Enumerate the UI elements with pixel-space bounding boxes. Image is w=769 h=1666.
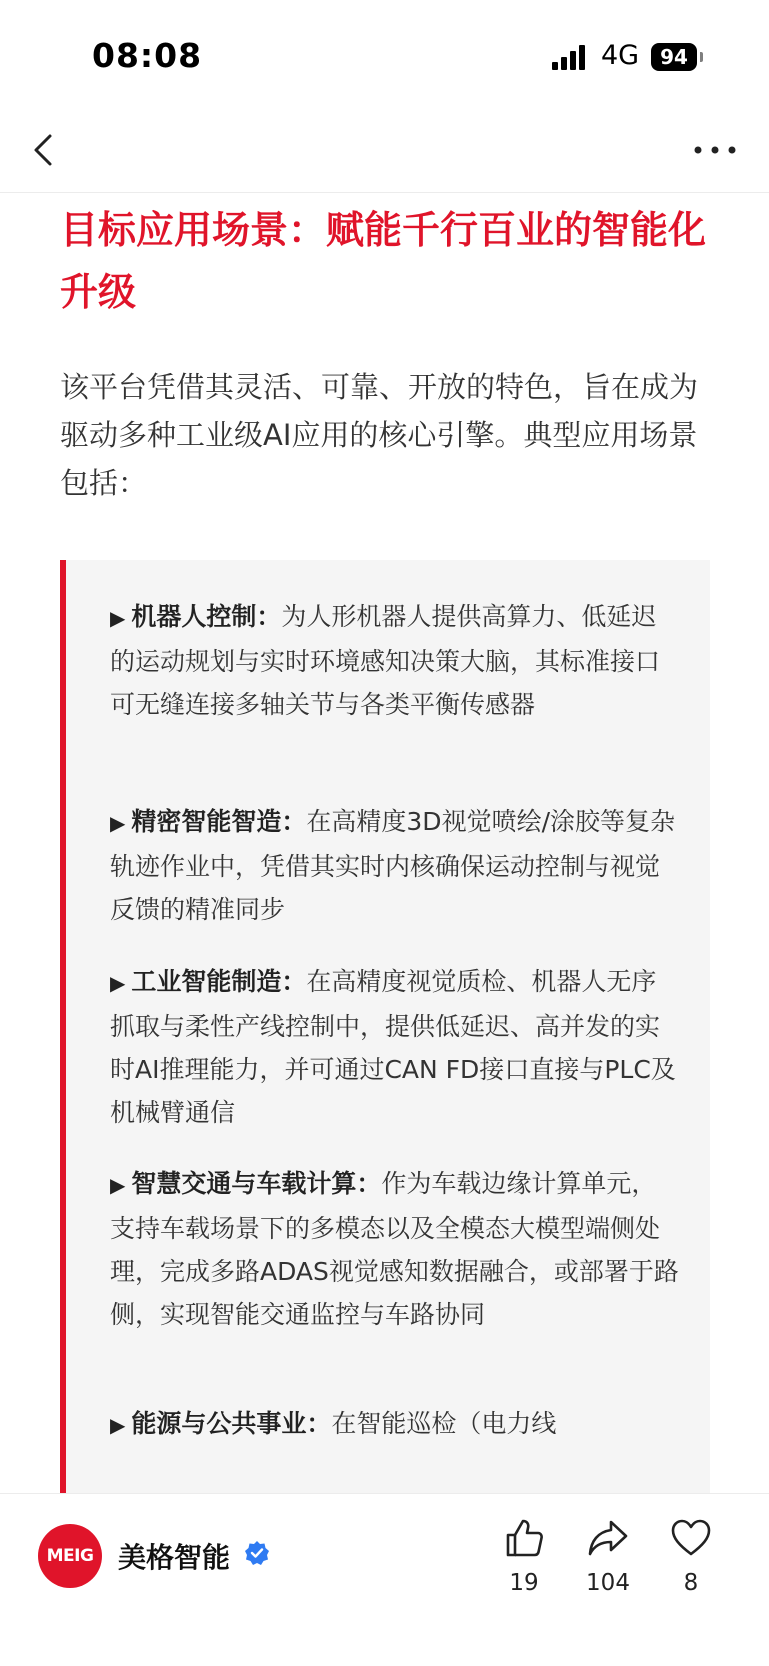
play-arrow-icon: ▶ xyxy=(110,606,126,630)
play-arrow-icon: ▶ xyxy=(110,971,126,995)
scenario-item-precision xyxy=(110,800,680,931)
scenario-body: 在智能巡检（电力线 xyxy=(331,1409,557,1438)
scenario-item-robot xyxy=(110,595,680,726)
like-button[interactable] xyxy=(494,1516,554,1596)
scenario-body: 作为车载边缘计算单元，支持车载场景下的多模态以及全模态大模型端侧处理，完成多路ADAS视觉感知数据融合，或部署于路侧，实现智能交通监控与车路协同 xyxy=(110,1169,679,1329)
author-avatar[interactable]: MEIG xyxy=(38,1524,102,1588)
scenario-title: 工业智能制造： xyxy=(131,967,307,996)
scenario-title: 能源与公共事业： xyxy=(131,1409,332,1438)
scenario-item-industrial xyxy=(110,960,680,1134)
favorite-count: 8 xyxy=(683,1570,699,1596)
scenario-item-energy xyxy=(110,1402,680,1447)
scenario-title: 智慧交通与车载计算： xyxy=(131,1169,382,1198)
nav-bar xyxy=(0,110,769,193)
signal-icon xyxy=(552,44,592,70)
status-time: 08:08 xyxy=(92,36,203,75)
scenario-body: 为人形机器人提供高算力、低延迟的运动规划与实时环境感知决策大脑，其标准接口可无缝连接多轴关节与各类平衡传感器 xyxy=(110,602,661,719)
play-arrow-icon: ▶ xyxy=(110,811,126,835)
intro-paragraph: 该平台凭借其灵活、可靠、开放的特色，旨在成为驱动多种工业级AI应用的核心引擎。典型应用场景包括： xyxy=(60,370,699,500)
scenario-item-traffic xyxy=(110,1162,680,1336)
share-button[interactable] xyxy=(578,1516,638,1596)
verified-badge-icon xyxy=(244,1540,270,1566)
share-count: 104 xyxy=(586,1570,630,1596)
back-button[interactable] xyxy=(26,130,66,170)
like-count: 19 xyxy=(509,1570,539,1596)
more-dots-icon xyxy=(690,130,740,170)
network-type: 4G xyxy=(601,40,640,71)
play-arrow-icon: ▶ xyxy=(110,1173,126,1197)
thumbs-up-icon xyxy=(502,1516,546,1560)
author-name[interactable]: 美格智能 xyxy=(118,1541,231,1574)
battery-tip xyxy=(700,52,703,62)
scenario-title: 精密智能智造： xyxy=(131,807,307,836)
chevron-left-icon xyxy=(26,130,66,170)
favorite-button[interactable] xyxy=(661,1516,721,1596)
share-arrow-icon xyxy=(586,1516,630,1560)
bottom-action-bar xyxy=(0,1493,769,1666)
play-arrow-icon: ▶ xyxy=(110,1413,126,1437)
article-content xyxy=(0,193,769,1493)
heart-icon xyxy=(669,1516,713,1560)
battery-icon: 94 xyxy=(651,43,697,71)
scenario-quote-box xyxy=(60,560,710,1493)
scenario-body: 在高精度3D视觉喷绘/涂胶等复杂轨迹作业中，凭借其实时内核确保运动控制与视觉反馈的精准同步 xyxy=(110,807,675,924)
more-options-button[interactable] xyxy=(690,130,740,170)
section-title: 目标应用场景：赋能千行百业的智能化升级 xyxy=(60,208,707,314)
scenario-title: 机器人控制： xyxy=(131,602,282,631)
status-bar xyxy=(0,0,769,110)
scenario-body: 在高精度视觉质检、机器人无序抓取与柔性产线控制中，提供低延迟、高并发的实时AI推理能力，并可通过CAN FD接口直接与PLC及机械臂通信 xyxy=(110,967,676,1127)
